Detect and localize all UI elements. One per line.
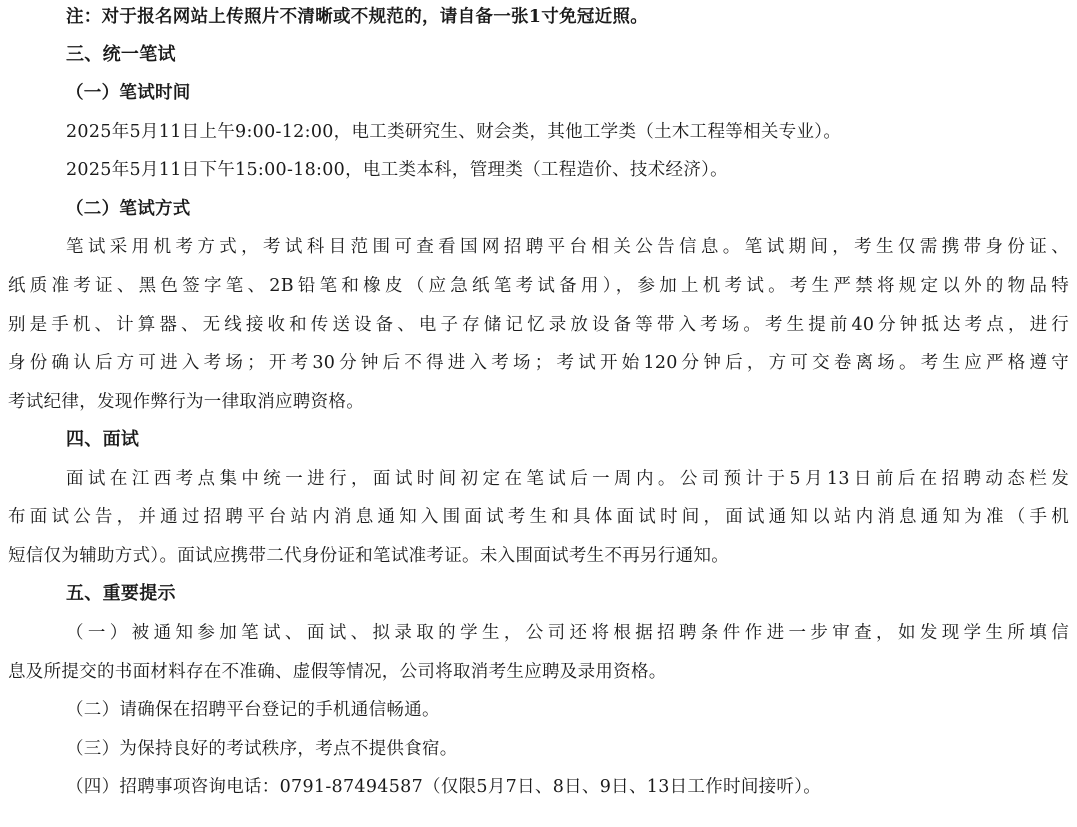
exam-time-line-2: 2025年5月11日下午15:00-18:00，电工类本科，管理类（工程造价、技术经济）。 — [66, 160, 728, 180]
notice-item-1-line: （一）被通知参加笔试、面试、拟录取的学生，公司还将根据招聘条件作进一步审查，如发现学生所填信 — [66, 623, 1069, 643]
exam-method-line: 纸质准考证、黑色签字笔、2B铅笔和橡皮（应急纸笔考试备用），参加上机考试。考生严禁将规定以外的物品特 — [8, 276, 1069, 296]
interview-line: 布面试公告，并通过招聘平台站内消息通知入围面试考生和具体面试时间，面试通知以站内消息通知为准（手机 — [8, 507, 1069, 527]
interview-line: 面试在江西考点集中统一进行，面试时间初定在笔试后一周内。公司预计于5月13日前后在招聘动态栏发 — [66, 469, 1069, 489]
exam-method-line: 别是手机、计算器、无线接收和传送设备、电子存储记忆录放设备等带入考场。考生提前40分钟抵达考点，进行 — [8, 315, 1069, 335]
exam-method-line: 考试纪律，发现作弊行为一律取消应聘资格。 — [8, 392, 364, 412]
section-4-heading: 四、面试 — [66, 429, 140, 450]
notice-item-1-line: 息及所提交的书面材料存在不准确、虚假等情况，公司将取消考生应聘及录用资格。 — [8, 662, 667, 682]
exam-time-line-1: 2025年5月11日上午9:00-12:00，电工类研究生、财会类，其他工学类（土木工程等相关专业）。 — [66, 122, 842, 142]
exam-method-line: 笔试采用机考方式，考试科目范围可查看国网招聘平台相关公告信息。笔试期间，考生仅需携带身份证、 — [66, 237, 1069, 257]
notice-item-4-contact: （四）招聘事项咨询电话：0791-87494587（仅限5月7日、8日、9日、13日工作时间接听）。 — [66, 777, 822, 797]
interview-line: 短信仅为辅助方式）。面试应携带二代身份证和笔试准考证。未入围面试考生不再另行通知。 — [8, 546, 730, 566]
section-3-1-heading: （一）笔试时间 — [66, 83, 191, 103]
photo-note: 注：对于报名网站上传照片不清晰或不规范的，请自备一张1寸免冠近照。 — [66, 7, 649, 27]
section-3-2-heading: （二）笔试方式 — [66, 199, 191, 219]
notice-item-2: （二）请确保在招聘平台登记的手机通信畅通。 — [66, 700, 440, 720]
section-3-heading: 三、统一笔试 — [66, 44, 176, 65]
section-5-heading: 五、重要提示 — [66, 583, 176, 604]
exam-method-line: 身份确认后方可进入考场；开考30分钟后不得进入考场；考试开始120分钟后，方可交卷离场。考生应严格遵守 — [8, 353, 1069, 373]
notice-item-3: （三）为保持良好的考试秩序，考点不提供食宿。 — [66, 739, 458, 759]
